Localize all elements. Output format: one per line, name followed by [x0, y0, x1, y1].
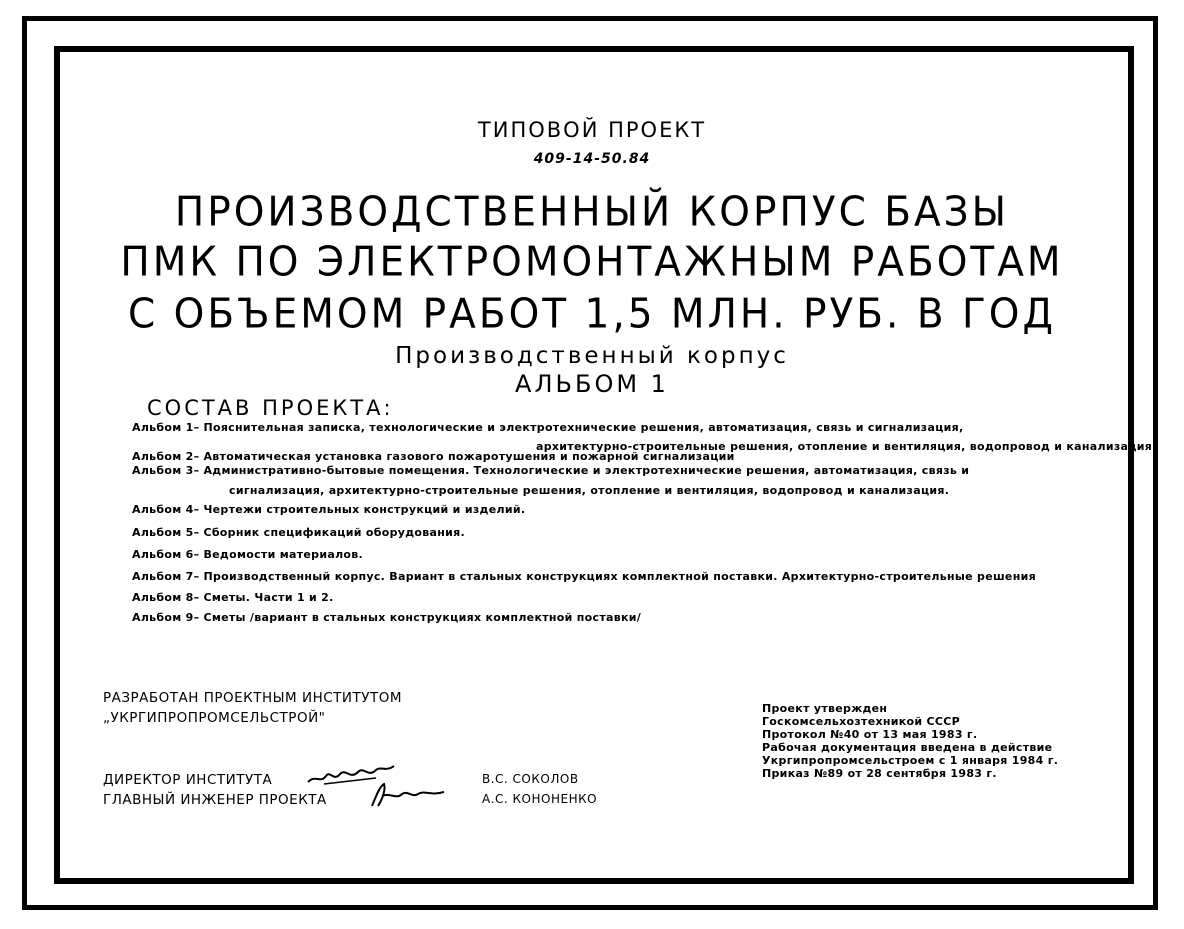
album-4-text: Чертежи строительных конструкций и изделий.: [203, 503, 526, 516]
album-5-text: Сборник спецификаций оборудования.: [203, 526, 466, 539]
approval-line: Приказ №89 от 28 сентября 1983 г.: [762, 767, 997, 780]
album-1-text: Пояснительная записка, технологические и электротехнические решения, автоматизация, связь и сигнализация,: [203, 421, 964, 434]
album-7-name: Альбом 7–: [132, 570, 200, 583]
album-3-text-cont: сигнализация, архитектурно-строительные решения, отопление и вентиляция, водопровод и канализация.: [229, 484, 950, 497]
developer-line-1: РАЗРАБОТАН ПРОЕКТНЫМ ИНСТИТУТОМ: [103, 690, 403, 706]
main-title-line-2: ПМК ПО ЭЛЕКТРОМОНТАЖНЫМ РАБОТАМ: [120, 238, 1064, 287]
director-name: В.С. СОКОЛОВ: [482, 772, 579, 786]
approval-block: [762, 702, 1058, 780]
album-1-item: [132, 421, 964, 434]
document-type-title: ТИПОВОЙ ПРОЕКТ: [477, 118, 707, 142]
main-title-line-3: С ОБЪЕМОМ РАБОТ 1,5 МЛН. РУБ. В ГОД: [128, 290, 1056, 339]
album-1-text-cont: архитектурно-строительные решения, отопление и вентиляция, водопровод и канализация.: [536, 440, 1157, 453]
album-6-item: [132, 548, 363, 561]
project-code: 409-14-50.84: [533, 151, 651, 167]
subtitle-building: Производственный корпус: [395, 343, 789, 369]
composition-heading: СОСТАВ ПРОЕКТА:: [147, 396, 394, 420]
album-1-name: Альбом 1–: [132, 421, 200, 434]
album-5-item: [132, 526, 465, 539]
developer-institute: „УКРГИПРОПРОМСЕЛЬСТРОЙ": [103, 710, 326, 726]
album-2-item: [132, 450, 735, 463]
approval-line: Протокол №40 от 13 мая 1983 г.: [762, 728, 978, 741]
approval-line: Проект утвержден: [762, 702, 888, 715]
album-8-item: [132, 591, 334, 604]
subtitle-album: АЛЬБОМ 1: [515, 370, 669, 398]
album-7-item: [132, 570, 1036, 583]
album-6-text: Ведомости материалов.: [203, 548, 364, 561]
album-3-text: Административно-бытовые помещения. Технологические и электротехнические решения, автоматизация, связь и: [203, 464, 970, 477]
chief-engineer-signature: [368, 780, 448, 810]
chief-engineer-name: А.С. КОНОНЕНКО: [482, 792, 598, 806]
approval-line: Рабочая документация введена в действие: [762, 741, 1053, 754]
album-3-name: Альбом 3–: [132, 464, 200, 477]
album-9-item: [132, 611, 641, 624]
album-9-name: Альбом 9–: [132, 611, 200, 624]
album-9-text: Сметы /вариант в стальных конструкциях комплектной поставки/: [203, 611, 642, 624]
director-label: ДИРЕКТОР ИНСТИТУТА: [103, 772, 273, 788]
main-title-line-1: ПРОИЗВОДСТВЕННЫЙ КОРПУС БАЗЫ: [174, 188, 1010, 237]
approval-line: Госкомсельхозтехникой СССР: [762, 715, 961, 728]
album-7-text: Производственный корпус. Вариант в стальных конструкциях комплектной поставки. Архитектурно-строительные решения: [203, 570, 1036, 583]
album-8-text: Сметы. Части 1 и 2.: [203, 591, 334, 604]
album-3-item: [132, 464, 969, 477]
album-2-text: Автоматическая установка газового пожаротушения и пожарной сигнализации: [203, 450, 735, 463]
album-4-item: [132, 503, 525, 516]
approval-line: Укргипропромсельстроем с 1 января 1984 г.: [762, 754, 1059, 767]
album-4-name: Альбом 4–: [132, 503, 200, 516]
album-5-name: Альбом 5–: [132, 526, 200, 539]
chief-engineer-label: ГЛАВНЫЙ ИНЖЕНЕР ПРОЕКТА: [103, 792, 327, 808]
album-8-name: Альбом 8–: [132, 591, 200, 604]
album-6-name: Альбом 6–: [132, 548, 200, 561]
album-2-name: Альбом 2–: [132, 450, 200, 463]
